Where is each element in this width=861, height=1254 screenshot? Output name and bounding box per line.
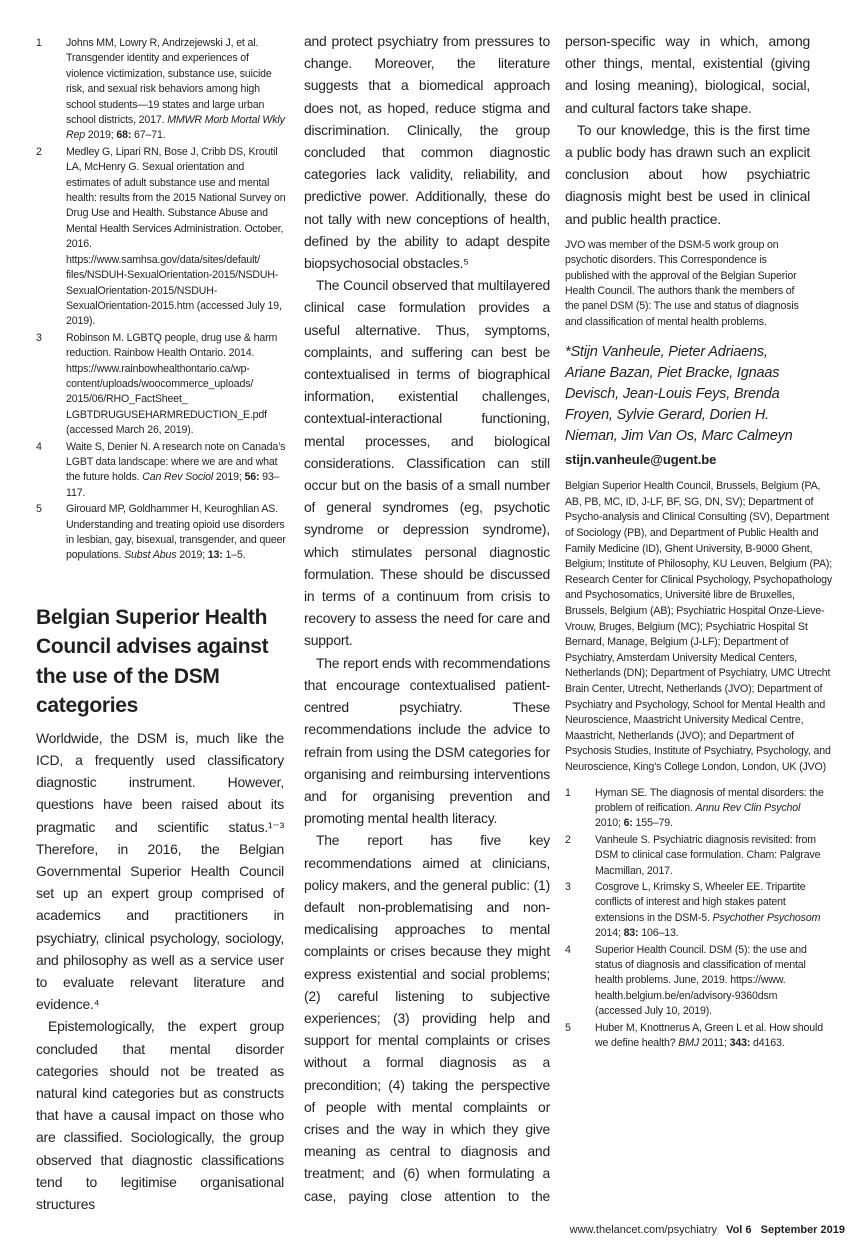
body-paragraph: The report ends with recommendations that encourage contextualised patient-centred psychiatry. These recommendations include the advice to refrain from using the DSM categories for organising and reimbursing interventions and for organising prevention and promoting mental health literacy. [304,654,550,827]
reference-vol: 343: [729,1037,751,1050]
reference-journal: Can Rev Sociol [142,471,214,484]
reference-journal: Psychother Psychosom [712,911,821,924]
article-title-block [36,603,286,721]
reference-text [66,502,288,564]
reference-text [66,440,288,502]
reference-number: 4 [565,943,571,956]
journal-url[interactable]: www.thelancet.com/psychiatry [569,1224,717,1236]
reference-pre: Robinson M. LGBTQ people, drug use & harm reduction. Rainbow Health Ontario. 2014. https://www.rainbowhealthontario.ca/wp-content/uploads/woocommerce_uploads/ 2015/06/RHO_FactSheet_ LGBTDRUGUSEHARMREDUCTION_E.pdf (accessed March 26, 2019). [66,331,278,437]
article-references [565,786,825,1053]
reference-year: 2010; [595,817,624,830]
volume: Vol 6 [726,1224,752,1236]
body-paragraph: Worldwide, the DSM is, much like the ICD, a frequently used classificatory diagnostic instrument. However, questions have been raised about its pragmatic and scientific status.¹⁻³ Therefore, in 2016, the Belgian Governmental Superior Health Council set up an expert group comprised of academics and practitioners in psychiatry, clinical psychology, sociology, and philosophy as well as a service user to evaluate relevant literature and evidence.⁴ [36,729,284,1013]
reference-pages: 67–71. [131,129,166,142]
reference-number: 3 [36,331,42,344]
reference-journal: MMWR Morb Mortal Wkly Rep [66,114,285,142]
reference-number: 2 [36,145,42,158]
reference-text [66,145,288,330]
reference-item [565,880,825,942]
middle-body [304,30,550,1207]
reference-item [36,502,288,564]
reference-item [565,833,825,879]
reference-year: 2011; [699,1037,730,1050]
disclosure-note [565,238,810,330]
reference-pre: Superior Health Council. DSM (5): the use and status of diagnosis and classification of mental health problems. June, 2019. https://www. health.belgium.be/en/advisory-9360dsm (accessed July 10, 2019). [595,943,807,1018]
reference-number: 2 [565,833,571,846]
reference-vol: 6: [623,817,633,830]
reference-pre: Huber M, Knottnerus A, Green L et al. How should we define health? [595,1021,823,1050]
body-paragraph: To our knowledge, this is the first time a public body has drawn such an explicit conclusion about how psychiatric diagnosis might best be used in clinical and public health practice. [565,121,810,227]
reference-journal: BMJ [678,1037,700,1050]
disclosure-text: JVO was member of the DSM-5 work group on psychotic disorders. This Correspondence is published with the approval of the Belgian Superior Health Council. The authors thank the members of the panel DSM (5): The use and status of diagnosis and classification of mental health problems. [565,238,799,328]
body-paragraph: and protect psychiatry from pressures to change. Moreover, the literature suggests that a biomedical approach does not, as hoped, reduce stigma and discrimination. Clinically, the group concluded that common diagnostic categories lack validity, reliability, and predictive power. Additionally, these do not tally with new conceptions of health, defined by the ability to adapt despite biopsychosocial obstacles.⁵ [304,33,550,272]
reference-pre: Girouard MP, Goldhammer H, Keuroghlian AS. Understanding and treating opioid use disorders in lesbian, gay, bisexual, transgender, and queer populations. [66,503,286,562]
reference-text [66,331,288,439]
reference-text [595,880,825,942]
reference-year: 2019; [84,129,117,142]
reference-pre: Vanheule S. Psychiatric diagnosis revisited: from DSM to clinical case formulation. Cham: Palgrave Macmillan, 2017. [595,833,821,877]
reference-item [36,145,288,330]
body-paragraph: The report has five key recommendations aimed at clinicians, policy makers, and the general public: (1) default non-problematising and non-medicalising approaches to mental complaints or crises because they might express existential and social problems; (2) careful listening to subjective experiences; (3) providing help and support for mental complaints or crises without a formal diagnosis as a precondition; (4) taking the perspective of people with mental complaints or crises and the way in which they give meaning as central to diagnosis and treatment; and (6) when formulating a case, paying close attention to the [304,832,550,1204]
author-list [565,342,805,447]
previous-article-references [36,36,288,565]
reference-text [595,943,825,1020]
reference-vol: 13: [207,549,223,562]
reference-item [36,36,288,144]
reference-item [565,786,825,832]
reference-pre: Johns MM, Lowry R, Andrzejewski J, et al. Transgender identity and experiences of violence victimization, substance use, suicide risk, and sexual risk behaviors among high school students—19 states and large urban school districts, 2017. [66,37,272,127]
reference-number: 1 [565,786,571,799]
page-footer [570,1224,845,1236]
reference-number: 5 [565,1021,571,1034]
reference-year: 2019; [213,471,245,484]
reference-number: 3 [565,880,571,893]
reference-pre: Medley G, Lipari RN, Bose J, Cribb DS, Kroutil LA, McHenry G. Sexual orientation and estimates of adult substance use and mental health: results from the 2015 National Survey on Drug Use and Health. Substance Abuse and Mental Health Services Administration. October, 2016. https://www.samhsa.gov/data/sites/default/ files/NSDUH-SexualOrientation-2015/NSDUH-SexualOrientation-2015/NSDUH-SexualOrientation-2015.htm (accessed July 19, 2019). [66,145,286,328]
issue-date: September 2019 [760,1224,845,1236]
reference-text [595,833,825,879]
reference-pages: d4163. [750,1037,785,1050]
reference-number: 1 [36,37,42,49]
reference-pre: Cosgrove L, Krimsky S, Wheeler EE. Tripartite conflicts of interest and high stakes patent extensions in the DSM-5. [595,880,806,924]
left-column [36,36,288,1215]
right-body [565,30,810,230]
reference-text [66,36,288,144]
affiliations-text: Belgian Superior Health Council, Brussels, Belgium (PA, AB, PB, MC, ID, J-LF, BF, SG, DN, SV); Department of Psycho-analysis and Clinical Consulting (SV), Department of Sociology (PB), and Department of Public Health and Family Medicine (ID), Ghent University, B-9000 Ghent, Belgium; Institute of Philosophy, KU Leuven, Belgium (PA); Research Center for Clinical Psychology, Psychopathology and Psychosomatics, Université libre de Bruxelles, Brussels, Belgium (AB); Psychiatric Hospital Onze-Lieve-Vrouw, Bruges, Belgium (MC); Psychiatric Hospital St Bernard, Manage, Belgium (J-LF); Department of Psychiatry, Amsterdam University Medical Centers, Netherlands (DN); Department of Psychiatry, UMC Utrecht Brain Center, Utrecht, Netherlands (JVO); Department of Psychiatry and Psychology, School for Mental Health and Neuroscience, Maastricht University Medical Centre, Maastricht, Netherlands (JVO); and Department of Psychosis Studies, Institute of Psychiatry, Psychology, and Neuroscience, King’s College London, London, UK (JVO) [565,480,833,773]
reference-number: 5 [36,503,42,516]
reference-pages: 106–13. [638,927,679,940]
authors-text: *Stijn Vanheule, Pieter Adriaens, Ariane Bazan, Piet Bracke, Ignaas Devisch, Jean-Louis Feys, Brenda Froyen, Sylvie Gerard, Dorien H. Nieman, Jim Van Os, Marc Calmeyn [565,344,793,445]
reference-pre: Hyman SE. The diagnosis of mental disorders: the problem of reification. [595,786,824,814]
reference-text [595,786,825,832]
reference-pages: 93–117. [66,471,280,499]
reference-item [36,440,288,502]
reference-number: 4 [36,440,42,453]
reference-journal: Subst Abus [124,549,177,562]
left-body [36,727,284,1215]
email-link[interactable]: stijn.vanheule@ugent.be [565,452,717,468]
reference-vol: 56: [244,471,260,484]
right-column [565,30,835,1052]
reference-journal: Annu Rev Clin Psychol [695,801,801,814]
reference-pages: 155–79. [632,817,673,830]
reference-item [36,331,288,439]
reference-pre: Waite S, Denier N. A research note on Canada’s LGBT data landscape: where we are and what the future holds. [66,440,286,484]
reference-item [565,1021,825,1052]
reference-year: 2014; [595,927,624,940]
body-paragraph: Epistemologically, the expert group concluded that mental disorder categories should not be treated as natural kind categories but as constructs that have a causal impact on those who are classified. Sociologically, the group observed that diagnostic classifications tend to legitimise organisational structures [36,1018,284,1213]
reference-year: 2019; [176,549,208,562]
reference-vol: 83: [623,927,639,940]
body-paragraph: person-specific way in which, among other things, mental, existential (giving and losing meaning), biological, social, and cultural factors take shape. [565,33,810,116]
reference-text [595,1021,825,1052]
body-paragraph: The Council observed that multilayered clinical case formulation provides a useful alternative. Thus, symptoms, complaints, and suffering can best be contextualised in terms of biographical information, existential challenges, contextual-interactional functioning, mental processes, and biological considerations. Classification can still occur but on the basis of a small number of general syndromes (eg, psychotic syndrome or depression syndrome), which stimulates personal diagnostic formulation. These should be discussed in terms of a continuum from crisis to recovery to assess the need for care and support. [304,277,550,649]
affiliations [565,479,833,775]
reference-pages: 1–5. [222,549,246,562]
reference-item [565,943,825,1020]
corresponding-email[interactable] [565,451,835,469]
article-title: Belgian Superior Health Council advises against the use of the DSM categories [36,605,269,718]
reference-vol: 68: [116,129,132,142]
